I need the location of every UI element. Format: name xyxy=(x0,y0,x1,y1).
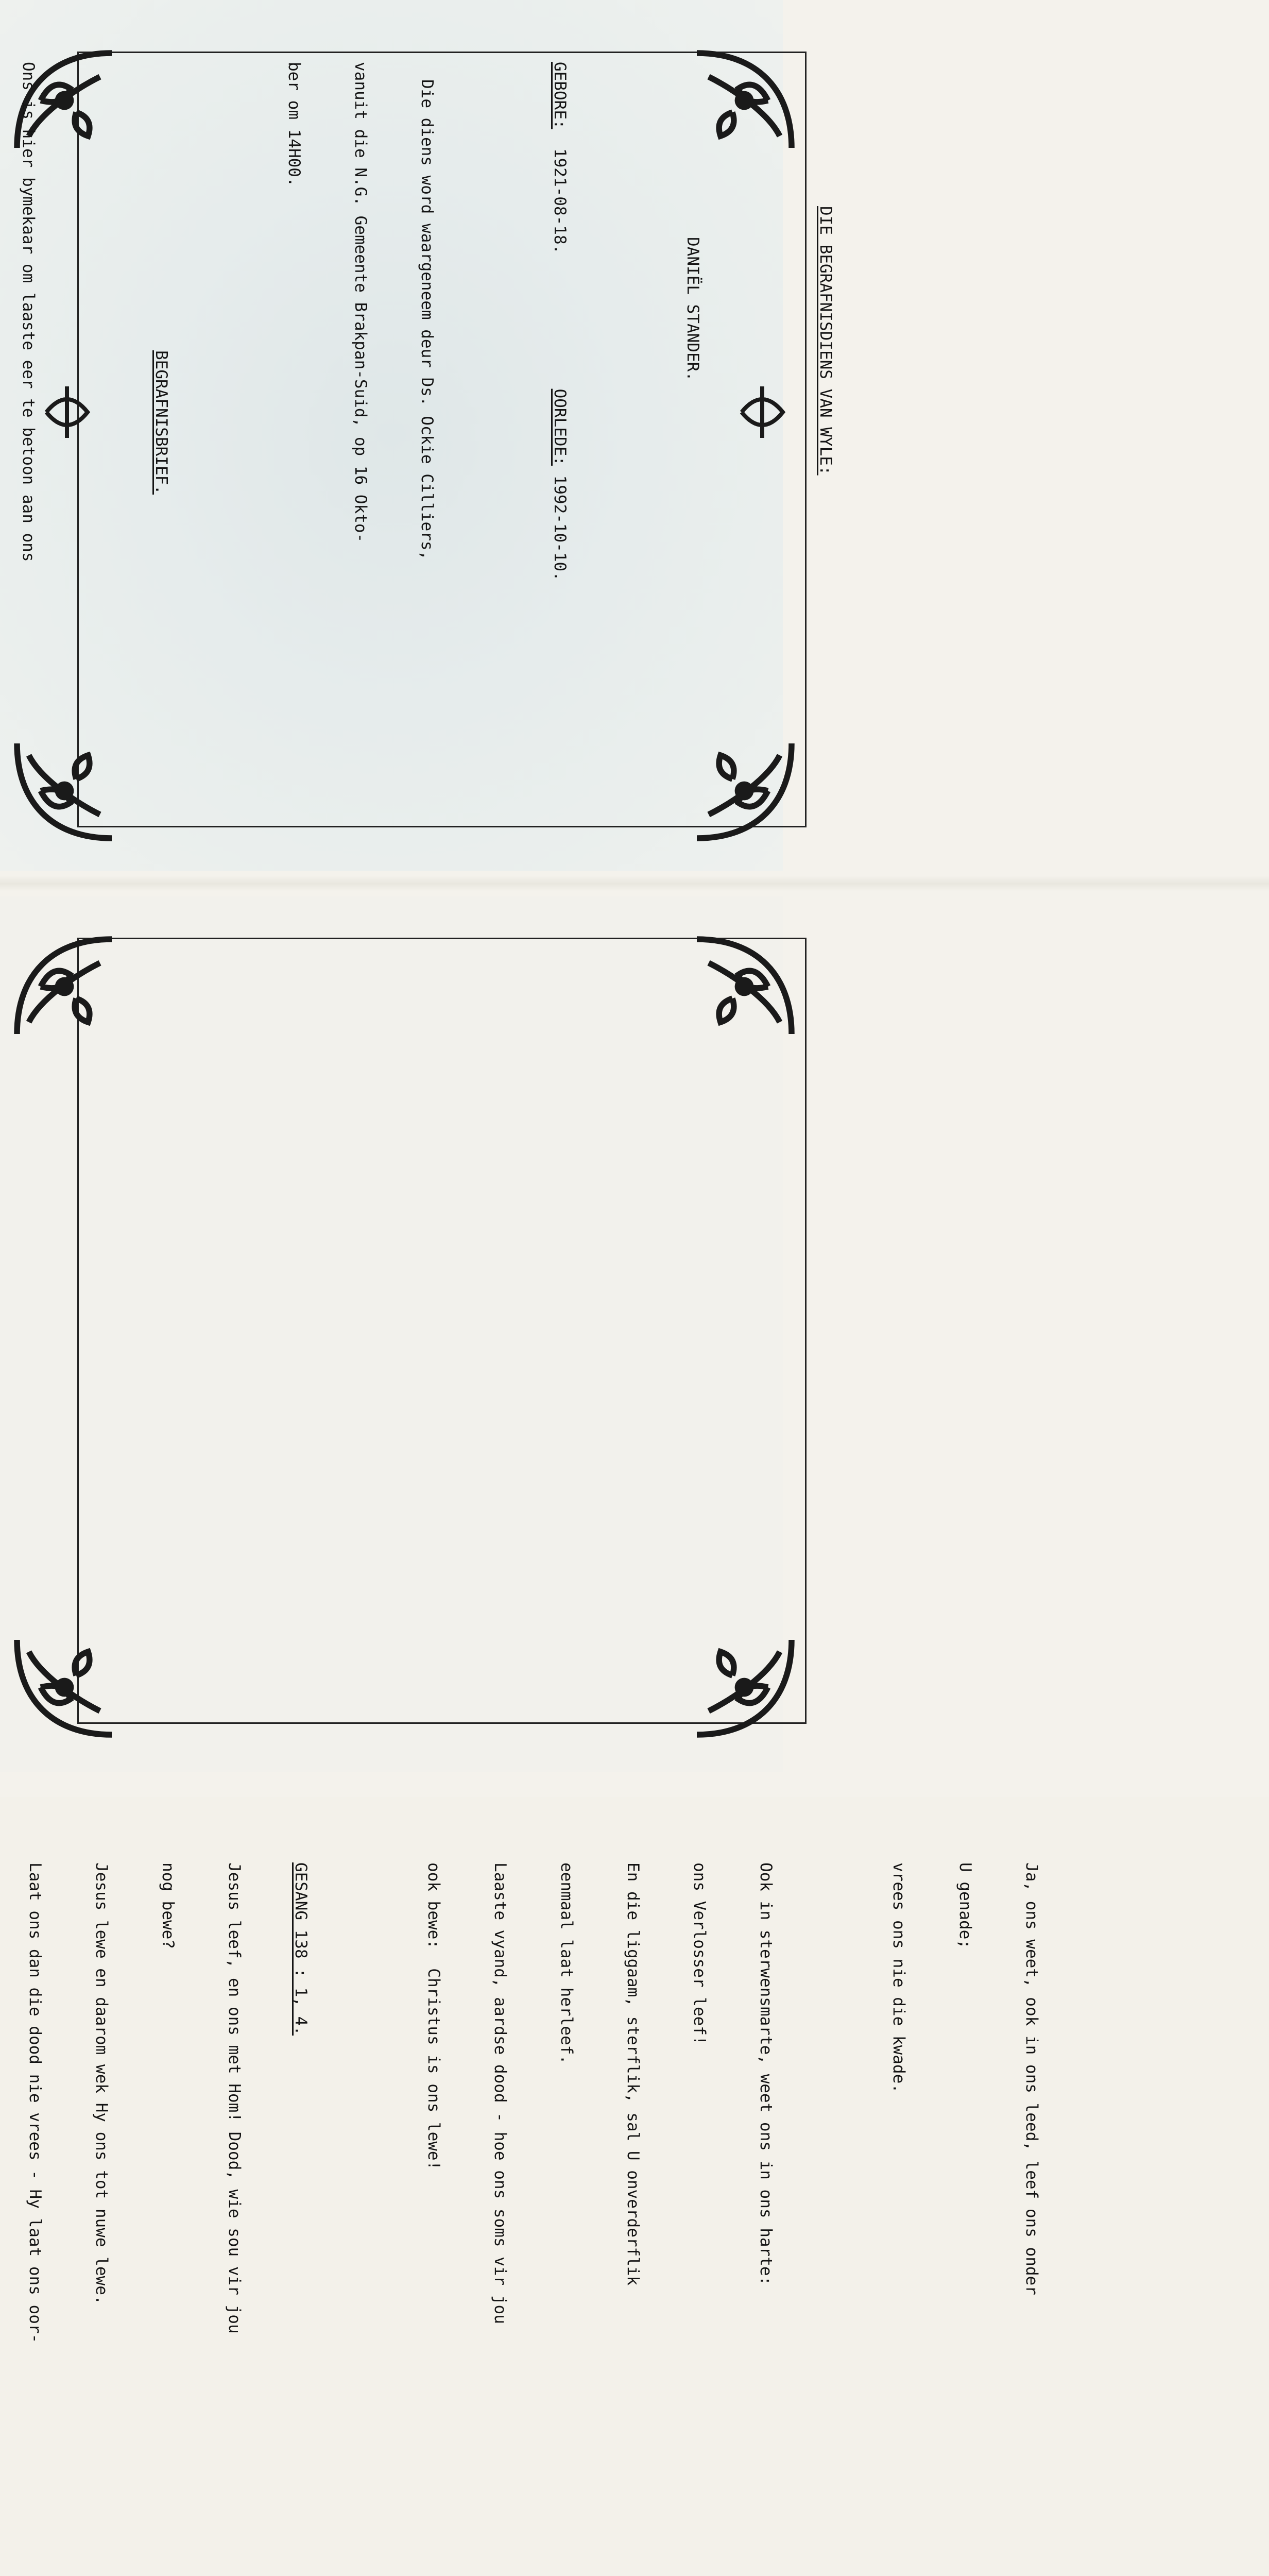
funeral-letter-heading: BEGRAFNISBRIEF. xyxy=(152,350,170,495)
corner-ornament-top-right xyxy=(685,927,803,1046)
verse-continuation-line: Ja, ons weet, ook in ons leed, leef ons onder xyxy=(1022,1862,1041,2295)
service-title: DIE BEGRAFNISDIENS VAN WYLE: xyxy=(816,206,835,476)
service-line-1: Die diens word waargeneem deur Ds. Ockie Cilliers, xyxy=(418,79,436,561)
hymn-138-line: Jesus lewe en daarom wek Hy ons tot nuwe lewe. xyxy=(92,1862,111,2305)
page-one-panel xyxy=(0,0,835,871)
verse-continuation-line: U genade; xyxy=(956,1862,974,1949)
hymn-138-heading: GESANG 138 : 1, 4. xyxy=(291,1862,310,2036)
hymn-138-line: Jesus leef, en ons met Hom! Dood, wie sou vir jou xyxy=(225,1862,244,2334)
page-two-panel xyxy=(0,896,1041,2344)
verse-two-line: ook bewe: Christus is ons lewe! xyxy=(424,1862,443,2171)
funeral-letter-line-1: Ons is hier bymekaar om laaste eer te betoon aan ons xyxy=(19,62,38,562)
deceased-name: DANIËL STANDER. xyxy=(683,237,702,381)
page-two-text xyxy=(0,1862,1087,2576)
service-line-3: ber om 14H00. xyxy=(285,62,303,187)
corner-ornament-top-left xyxy=(5,927,124,1046)
page-one-text xyxy=(0,62,881,835)
corner-ornament-bottom-left xyxy=(5,1628,124,1747)
verse-continuation-line: vrees ons nie die kwade. xyxy=(889,1862,908,2093)
verse-two-line: eenmaal laat herleef. xyxy=(557,1862,576,2064)
death-label: OORLEDE: xyxy=(551,388,569,466)
hymn-138-line: nog bewe? xyxy=(159,1862,177,1949)
page-two-frame xyxy=(77,938,807,1724)
verse-two-line: ons Verlosser leef! xyxy=(690,1862,709,2045)
page-fold-line xyxy=(0,876,1269,891)
service-line-2: vanuit die N.G. Gemeente Brakpan-Suid, op 16 Okto- xyxy=(351,62,370,543)
birth-label: GEBORE: xyxy=(551,62,569,129)
dates-row xyxy=(548,62,571,835)
verse-two-line: En die liggaam, sterflik, sal U onverderflik xyxy=(624,1862,642,2286)
verse-two-line: Laaste vyand, aardse dood - hoe ons soms vir jou xyxy=(491,1862,509,2324)
death-date: 1992-10-10. xyxy=(551,475,569,581)
corner-ornament-bottom-right xyxy=(685,1628,803,1747)
hymn-138-line: Laat ons dan die dood nie vrees - Hy laat ons oor- xyxy=(26,1862,44,2344)
birth-date: 1921-08-18. xyxy=(551,148,569,255)
verse-two-line: Ook in sterwensmarte, weet ons in ons harte: xyxy=(757,1862,775,2286)
